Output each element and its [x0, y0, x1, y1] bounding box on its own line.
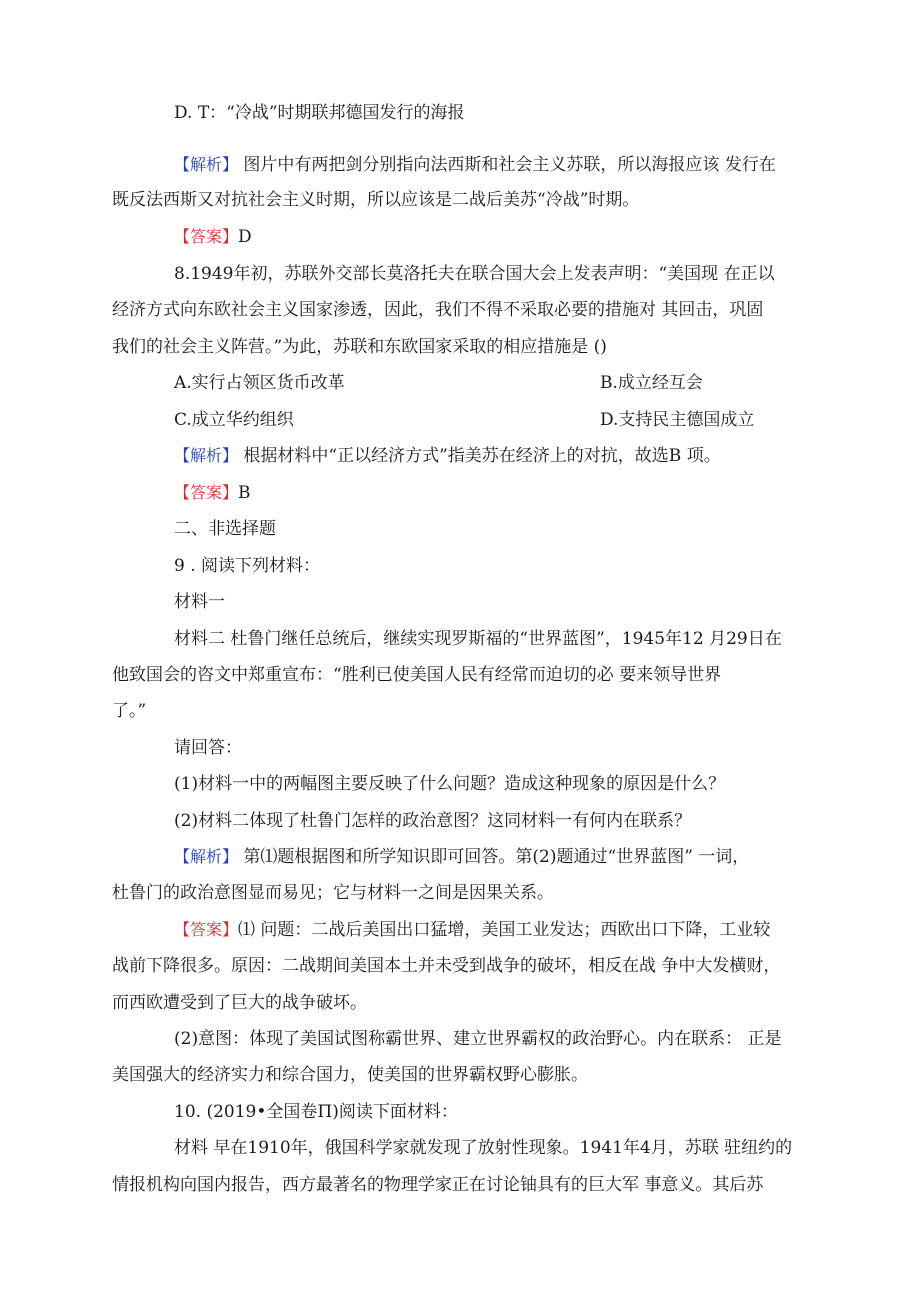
q8-stem-line2: 经济方式向东欧社会主义国家渗透，因此，我们不得不采取必要的措施对 其回击，巩固 [112, 300, 764, 320]
q9-answer [174, 918, 790, 942]
q9-stem: 9 . 阅读下列材料： [174, 556, 321, 576]
q10-stem: 10. (2019•全国卷Π)阅读下面材料： [174, 1102, 458, 1122]
q9-sub1: (1)材料一中的两幅图主要反映了什么问题？造成这种现象的原因是什么？ [174, 774, 726, 794]
q9-material2-line2: 他致国会的咨文中郑重宣布：“胜利已使美国人民有经常而迫切的必 要来领导世界 [112, 665, 722, 685]
q8-stem-line3: 我们的社会主义阵营。”为此，苏联和东欧国家采取的相应措施是 () [112, 337, 607, 357]
analysis-tag: 【解析】 [174, 155, 239, 174]
option-d: D.支持民主德国成立 [600, 410, 755, 430]
q8-stem-line1: 8.1949年初，苏联外交部长莫洛托夫在联合国大会上发表声明：“美国现 在正以 [174, 264, 775, 284]
q9-answer-line3: 而西欧遭受到了巨大的战争破坏。 [112, 993, 367, 1013]
q9-sub2: (2)材料二体现了杜鲁门怎样的政治意图？这同材料一有何内在联系？ [174, 811, 692, 831]
analysis-text: 第⑴题根据图和所学知识即可回答。第(2)题通过“世界蓝图” 一词， [243, 847, 750, 867]
q8-options-row1 [174, 371, 790, 395]
answer-tag: 【答案】 [174, 227, 239, 246]
analysis-text: 根据材料中“正以经济方式”指美苏在经济上的对抗，故选B 项。 [243, 446, 721, 466]
q8-analysis [174, 444, 790, 468]
q7-analysis-line2: 既反法西斯又对抗社会主义时期，所以应该是二战后美苏“冷战”时期。 [112, 190, 640, 210]
q9-material2-line1: 材料二 杜鲁门继任总统后，继续实现罗斯福的“世界蓝图”，1945年12 月29日在 [174, 629, 782, 649]
q9-material1: 材料一 [174, 592, 225, 612]
q7-analysis [174, 153, 790, 177]
answer-tag: 【答案】 [174, 920, 239, 939]
q8-answer [174, 481, 790, 505]
answer-value: D [238, 227, 252, 247]
analysis-tag: 【解析】 [174, 847, 239, 866]
q9-analysis-line2: 杜鲁门的政治意图显而易见；它与材料一之间是因果关系。 [112, 883, 554, 903]
q8-options-row2 [174, 408, 790, 432]
answer-value: B [238, 483, 251, 503]
q9-ask: 请回答： [174, 738, 242, 758]
analysis-tag: 【解析】 [174, 446, 239, 465]
option-a: A.实行占领区货币改革 [174, 373, 345, 393]
q9-answer-line2: 战前下降很多。原因：二战期间美国本土并未受到战争的破坏，相反在战 争中大发横财， [112, 956, 781, 976]
q9-analysis [174, 845, 790, 869]
option-b: B.成立经互会 [600, 373, 703, 393]
answer-text: ⑴ 问题：二战后美国出口猛增，美国工业发达；西欧出口下降，工业较 [238, 920, 771, 940]
q9-answer2-line2: 美国强大的经济实力和综合国力，使美国的世界霸权野心膨胀。 [112, 1065, 588, 1085]
answer-tag: 【答案】 [174, 483, 239, 502]
q10-material-line2: 情报机构向国内报告，西方最著名的物理学家正在讨论铀具有的巨大军 事意义。其后苏 [112, 1175, 764, 1195]
section-heading: 二、非选择题 [174, 519, 276, 539]
q9-material2-line3: 了。” [112, 701, 147, 721]
q9-answer2-line1: (2)意图：体现了美国试图称霸世界、建立世界霸权的政治野心。内在联系： 正是 [174, 1029, 782, 1049]
q7-option-d: D. T：“冷战”时期联邦德国发行的海报 [174, 103, 465, 123]
analysis-text: 图片中有两把剑分别指向法西斯和社会主义苏联，所以海报应该 发行在 [243, 155, 776, 175]
q10-material-line1: 材料 早在1910年，俄国科学家就发现了放射性现象。1941年4月，苏联 驻纽约的 [174, 1138, 793, 1158]
option-c: C.成立华约组织 [174, 410, 294, 430]
q7-answer [174, 225, 790, 249]
